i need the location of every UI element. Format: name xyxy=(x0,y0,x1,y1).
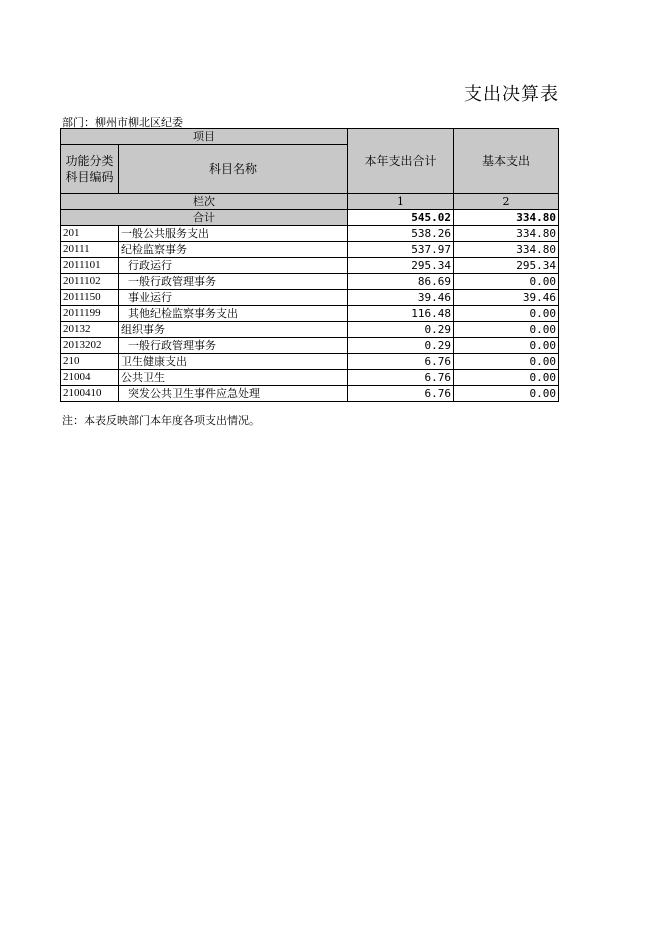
expenditure-table xyxy=(60,128,559,402)
row-basic: 334.80 xyxy=(454,226,559,242)
row-basic: 0.00 xyxy=(454,306,559,322)
table-row xyxy=(61,386,559,402)
table-row xyxy=(61,258,559,274)
row-basic: 295.34 xyxy=(454,258,559,274)
row-code: 210 xyxy=(61,354,119,370)
table-row xyxy=(61,306,559,322)
table-row xyxy=(61,290,559,306)
row-name: 行政运行 xyxy=(119,258,348,274)
department-label: 部门：柳州市柳北区纪委 xyxy=(62,116,183,129)
header-column-label: 栏次 xyxy=(61,194,348,210)
sum-label: 合计 xyxy=(61,210,348,226)
header-code xyxy=(61,145,119,194)
header-name: 科目名称 xyxy=(119,145,348,194)
table-row xyxy=(61,370,559,386)
row-name: 组织事务 xyxy=(119,322,348,338)
row-code: 21004 xyxy=(61,370,119,386)
row-basic: 0.00 xyxy=(454,274,559,290)
footnote: 注：本表反映部门本年度各项支出情况。 xyxy=(62,414,260,427)
row-code: 2011150 xyxy=(61,290,119,306)
page-title: 支出决算表 xyxy=(464,84,559,105)
row-basic: 334.80 xyxy=(454,242,559,258)
row-total: 538.26 xyxy=(348,226,454,242)
row-name: 一般公共服务支出 xyxy=(119,226,348,242)
row-total: 537.97 xyxy=(348,242,454,258)
row-basic: 39.46 xyxy=(454,290,559,306)
row-code: 20132 xyxy=(61,322,119,338)
row-total: 6.76 xyxy=(348,370,454,386)
row-basic: 0.00 xyxy=(454,354,559,370)
table-row xyxy=(61,242,559,258)
table-row xyxy=(61,322,559,338)
row-code: 2013202 xyxy=(61,338,119,354)
row-basic: 0.00 xyxy=(454,322,559,338)
header-basic: 基本支出 xyxy=(454,129,559,194)
row-code: 2011199 xyxy=(61,306,119,322)
header-code-line2: 科目编码 xyxy=(65,170,114,184)
row-name: 其他纪检监察事务支出 xyxy=(119,306,348,322)
row-name: 事业运行 xyxy=(119,290,348,306)
row-basic: 0.00 xyxy=(454,370,559,386)
row-basic: 0.00 xyxy=(454,338,559,354)
row-total: 6.76 xyxy=(348,354,454,370)
row-total: 0.29 xyxy=(348,338,454,354)
row-name: 一般行政管理事务 xyxy=(119,338,348,354)
header-code-line1: 功能分类 xyxy=(65,154,114,168)
row-code: 2011102 xyxy=(61,274,119,290)
row-code: 201 xyxy=(61,226,119,242)
header-col2: 2 xyxy=(454,194,559,210)
row-code: 2100410 xyxy=(61,386,119,402)
sum-basic: 334.80 xyxy=(454,210,559,226)
row-name: 突发公共卫生事件应急处理 xyxy=(119,386,348,402)
table-row xyxy=(61,226,559,242)
header-col1: 1 xyxy=(348,194,454,210)
row-total: 39.46 xyxy=(348,290,454,306)
row-name: 一般行政管理事务 xyxy=(119,274,348,290)
row-total: 116.48 xyxy=(348,306,454,322)
row-name: 公共卫生 xyxy=(119,370,348,386)
row-name: 卫生健康支出 xyxy=(119,354,348,370)
row-code: 2011101 xyxy=(61,258,119,274)
table-row xyxy=(61,274,559,290)
row-total: 0.29 xyxy=(348,322,454,338)
table-row xyxy=(61,338,559,354)
header-total: 本年支出合计 xyxy=(348,129,454,194)
row-basic: 0.00 xyxy=(454,386,559,402)
row-total: 6.76 xyxy=(348,386,454,402)
row-code: 20111 xyxy=(61,242,119,258)
header-item: 项目 xyxy=(61,129,348,145)
row-total: 86.69 xyxy=(348,274,454,290)
sum-total: 545.02 xyxy=(348,210,454,226)
row-total: 295.34 xyxy=(348,258,454,274)
table-row xyxy=(61,354,559,370)
row-name: 纪检监察事务 xyxy=(119,242,348,258)
